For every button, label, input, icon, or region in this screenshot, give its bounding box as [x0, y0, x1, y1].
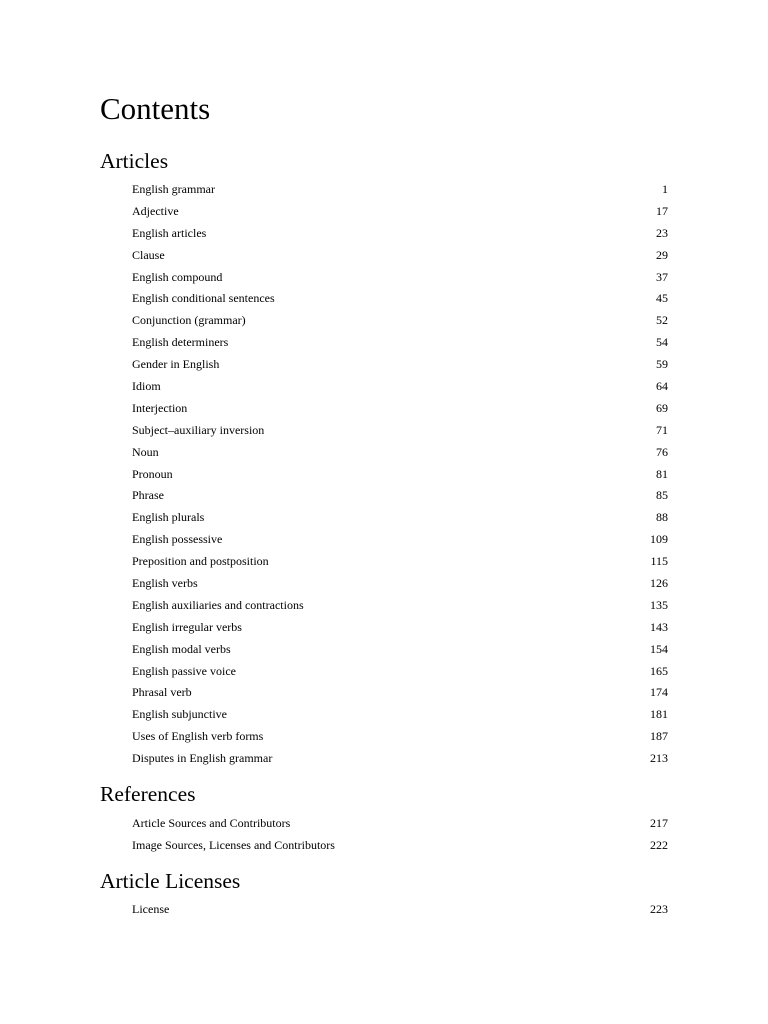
- toc-entry[interactable]: [132, 639, 668, 661]
- toc-list-references: [132, 813, 668, 857]
- toc-entry-page-number: 76: [656, 444, 668, 459]
- toc-entry-page-number: 64: [656, 379, 668, 394]
- toc-entry-title: Preposition and postposition: [132, 554, 269, 569]
- toc-entry-title: Noun: [132, 444, 159, 459]
- toc-entry-title: English modal verbs: [132, 641, 231, 656]
- toc-entry[interactable]: [132, 507, 668, 529]
- toc-entry-title: Image Sources, Licenses and Contributors: [132, 837, 335, 852]
- toc-entry-title: English grammar: [132, 182, 215, 196]
- toc-entry-title: Phrasal verb: [132, 685, 192, 700]
- toc-entry[interactable]: [132, 529, 668, 551]
- toc-entry[interactable]: [132, 201, 668, 223]
- toc-entry[interactable]: [132, 223, 668, 245]
- toc-entry-page-number: 1: [662, 182, 668, 196]
- toc-entry-page-number: 69: [656, 400, 668, 415]
- section-heading-article-licenses: Article Licenses: [100, 869, 241, 893]
- toc-entry-title: Interjection: [132, 400, 188, 415]
- toc-entry[interactable]: [132, 464, 668, 486]
- toc-entry[interactable]: [132, 835, 668, 857]
- toc-entry[interactable]: [132, 398, 668, 420]
- toc-entry[interactable]: [132, 704, 668, 726]
- toc-entry-title: Uses of English verb forms: [132, 729, 264, 744]
- toc-entry-page-number: 115: [650, 554, 668, 569]
- toc-entry[interactable]: [132, 595, 668, 617]
- toc-entry-title: Gender in English: [132, 357, 220, 372]
- toc-entry[interactable]: [132, 376, 668, 398]
- toc-entry-title: Disputes in English grammar: [132, 751, 273, 766]
- toc-entry-title: Article Sources and Contributors: [132, 816, 291, 830]
- toc-entry[interactable]: [132, 573, 668, 595]
- toc-entry-page-number: 165: [650, 663, 668, 678]
- toc-entry[interactable]: [132, 179, 668, 201]
- toc-entry-title: Phrase: [132, 488, 164, 503]
- toc-entry-page-number: 181: [650, 707, 668, 722]
- toc-entry-page-number: 71: [656, 422, 668, 437]
- toc-entry[interactable]: [132, 288, 668, 310]
- toc-entry[interactable]: [132, 813, 668, 835]
- toc-entry-title: Subject–auxiliary inversion: [132, 422, 265, 437]
- toc-entry-title: Conjunction (grammar): [132, 313, 246, 328]
- section-heading-articles: Articles: [100, 149, 169, 173]
- toc-entry-page-number: 23: [656, 225, 668, 240]
- toc-entry-page-number: 29: [656, 247, 668, 262]
- toc-entry[interactable]: [132, 661, 668, 683]
- toc-entry[interactable]: [132, 354, 668, 376]
- toc-entry-page-number: 135: [650, 597, 668, 612]
- toc-entry-title: Pronoun: [132, 466, 173, 481]
- toc-entry[interactable]: [132, 485, 668, 507]
- toc-entry-page-number: 222: [650, 837, 668, 852]
- toc-list-articles: [132, 179, 668, 770]
- toc-entry-page-number: 109: [650, 532, 668, 547]
- toc-entry[interactable]: [132, 899, 668, 921]
- toc-entry[interactable]: [132, 442, 668, 464]
- toc-entry-page-number: 54: [656, 335, 668, 350]
- toc-entry-page-number: 45: [656, 291, 668, 306]
- toc-entry[interactable]: [132, 551, 668, 573]
- toc-entry-title: English determiners: [132, 335, 229, 350]
- toc-entry-title: English irregular verbs: [132, 619, 242, 634]
- toc-entry-page-number: 217: [650, 816, 668, 830]
- toc-entry-page-number: 223: [650, 902, 668, 916]
- toc-entry-page-number: 154: [650, 641, 668, 656]
- toc-entry-page-number: 37: [656, 269, 668, 284]
- toc-entry-title: English articles: [132, 225, 207, 240]
- toc-entry-title: Adjective: [132, 203, 179, 218]
- toc-entry[interactable]: [132, 726, 668, 748]
- toc-entry-title: English plurals: [132, 510, 205, 525]
- toc-entry[interactable]: [132, 682, 668, 704]
- toc-entry-title: English auxiliaries and contractions: [132, 597, 304, 612]
- toc-entry[interactable]: [132, 332, 668, 354]
- toc-entry[interactable]: [132, 617, 668, 639]
- toc-entry[interactable]: [132, 267, 668, 289]
- toc-entry-title: English subjunctive: [132, 707, 227, 722]
- toc-entry-title: Idiom: [132, 379, 161, 394]
- toc-entry-page-number: 143: [650, 619, 668, 634]
- toc-entry-page-number: 81: [656, 466, 668, 481]
- page-title: Contents: [100, 91, 211, 126]
- toc-list-article-licenses: [132, 899, 668, 921]
- toc-entry-page-number: 213: [650, 751, 668, 766]
- toc-entry-page-number: 85: [656, 488, 668, 503]
- toc-entry-page-number: 17: [656, 203, 668, 218]
- toc-entry-title: License: [132, 902, 170, 916]
- toc-entry[interactable]: [132, 310, 668, 332]
- toc-entry[interactable]: [132, 748, 668, 770]
- toc-entry-page-number: 59: [656, 357, 668, 372]
- toc-entry-title: Clause: [132, 247, 165, 262]
- toc-entry-title: English possessive: [132, 532, 223, 547]
- section-heading-references: References: [100, 782, 196, 806]
- toc-entry-page-number: 126: [650, 576, 668, 591]
- toc-entry-title: English passive voice: [132, 663, 236, 678]
- toc-entry[interactable]: [132, 420, 668, 442]
- toc-entry-page-number: 187: [650, 729, 668, 744]
- toc-entry-page-number: 52: [656, 313, 668, 328]
- toc-entry-page-number: 88: [656, 510, 668, 525]
- toc-entry[interactable]: [132, 245, 668, 267]
- toc-entry-title: English compound: [132, 269, 223, 284]
- toc-entry-page-number: 174: [650, 685, 668, 700]
- toc-entry-title: English conditional sentences: [132, 291, 275, 306]
- toc-entry-title: English verbs: [132, 576, 198, 591]
